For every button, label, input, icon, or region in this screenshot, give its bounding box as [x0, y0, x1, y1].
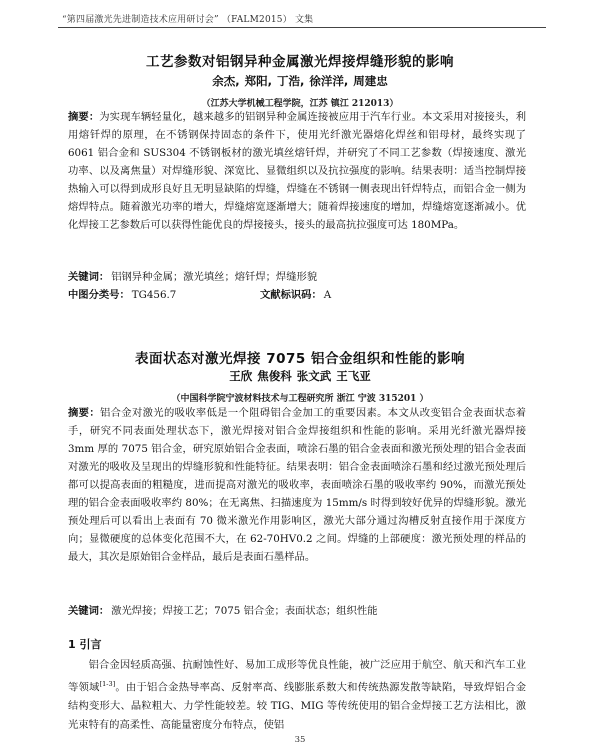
paper1-abstract-label: 摘要： [68, 111, 100, 123]
introduction-paragraph [68, 656, 526, 735]
paper1-authors: 余杰, 郑阳, 丁浩, 徐洋洋, 周建忠 [212, 74, 388, 88]
paper1-title: 工艺参数对铝钢异种金属激光焊接焊缝形貌的影响 [146, 54, 454, 70]
paper2-keywords [68, 602, 378, 617]
intro-text-part2: 。由于铝合金热导率高、反射率高、线膨胀系数大和传统热源发散等缺陷，导致焊铝合金结构变形大、晶粒粗大、力学性能较差。较 TIG、MIG 等传统使用的铝合金焊接工艺方法相比，激光束特有的高柔性、高能量密度分布特点，使铝 [68, 681, 527, 732]
paper2-affiliation: （中国科学院宁波材料技术与工程研究所 浙江 宁波 315201 ） [171, 394, 429, 404]
paper2-abstract [68, 404, 526, 566]
paper2-abstract-label: 摘要： [68, 407, 100, 419]
paper1-abstract-text: 为实现车辆轻量化，越来越多的铝钢异种金属连接被应用于汽车行业。本文采用对接接头，利用熔钎焊的原理，在不锈钢保持固态的条件下，使用光纤激光器熔化焊丝和铝母材，最终实现了 6061 铝合金和 SUS304 不锈钢板材的激光填丝熔钎焊，并研究了不同工艺参数（焊接速度、激光功率、以及离焦量）对焊缝形貌、深宽比、显微组织以及抗拉强度的影响。结果表明：适当控制焊接热输入可以得到成形良好且无明显缺陷的焊缝，焊缝在不锈钢一侧表现出钎焊特点，而铝合金一侧为熔焊特点。随着激光功率的增大，焊缝熔宽逐渐增大；随着焊接速度的增加，焊缝熔宽逐渐减小。优化焊接工艺参数后可以获得性能优良的焊接接头，接头的最高抗拉强度可达 180MPa。 [68, 111, 527, 231]
paper1-doc-code [260, 286, 331, 301]
paper2-authors: 王欣 焦俊科 张文武 王飞亚 [229, 369, 371, 383]
paper1-clc [68, 286, 176, 301]
paper1-keywords [68, 268, 317, 283]
paper1-affiliation: （江苏大学机械工程学院，江苏 镇江 212013） [201, 99, 399, 109]
paper1-doc-code-value: A [323, 289, 332, 301]
paper2-keywords-label: 关键词： [68, 605, 110, 617]
citation-ref: [1-3] [99, 680, 116, 688]
paper1-clc-label: 中图分类号： [68, 289, 130, 301]
paper1-keywords-text: 铝钢异种金属；激光填丝；熔钎焊；焊缝形貌 [111, 271, 318, 283]
paper1-keywords-label: 关键词： [68, 271, 110, 283]
paper2-title: 表面状态对激光焊接 7075 铝合金组织和性能的影响 [135, 351, 465, 367]
header-rule [58, 27, 546, 28]
paper1-clc-value: TG456.7 [131, 289, 177, 301]
running-header: “第四届激光先进制造技术应用研讨会” （FALM2015） 文集 [62, 15, 314, 25]
page-number: 35 [294, 735, 306, 745]
paper1-doc-code-label: 文献标识码： [260, 289, 322, 301]
paper2-abstract-text: 铝合金对激光的吸收率低是一个阻碍铝合金加工的重要因素。本文从改变铝合金表面状态着手，研究不同表面处理状态下，激光焊接对铝合金焊接组织和性能的影响。采用光纤激光器焊接 3mm 厚的 7075 铝合金，研究原始铝合金表面，喷涂石墨的铝合金表面和激光预处理的铝合金表面对激光的吸收及呈现出的焊缝形貌和性能特征。结果表明：铝合金表面喷涂石墨和经过激光预处理后都可以提高表面的粗糙度，进而提高对激光的吸收率，表面喷涂石墨的吸收率约 90%，而激光预处理的铝合金表面吸收率约 80%；在无离焦、扫描速度为 15mm/s 时得到较好优异的焊缝形貌。激光预处理后可以看出上表面有 70 微米激光作用影响区，激光大部分通过沟槽反射直接作用于深度方向；显微硬度的总体变化范围不大，在 62-70HV0.2 之间。焊缝的上部硬度：激光预处理的样品的最大，其次是原始铝合金样品，最后是表面石墨样品。 [68, 407, 527, 563]
paper2-keywords-text: 激光焊接；焊接工艺；7075 铝合金；表面状态；组织性能 [111, 605, 378, 617]
paper1-abstract [68, 108, 526, 234]
intro-text-part1: 铝合金因轻质高强、抗耐蚀性好、易加工成形等优良性能，被广泛应用于航空、航天和汽车工业等领域 [68, 659, 526, 694]
section-heading-introduction: 1 引言 [68, 638, 102, 651]
